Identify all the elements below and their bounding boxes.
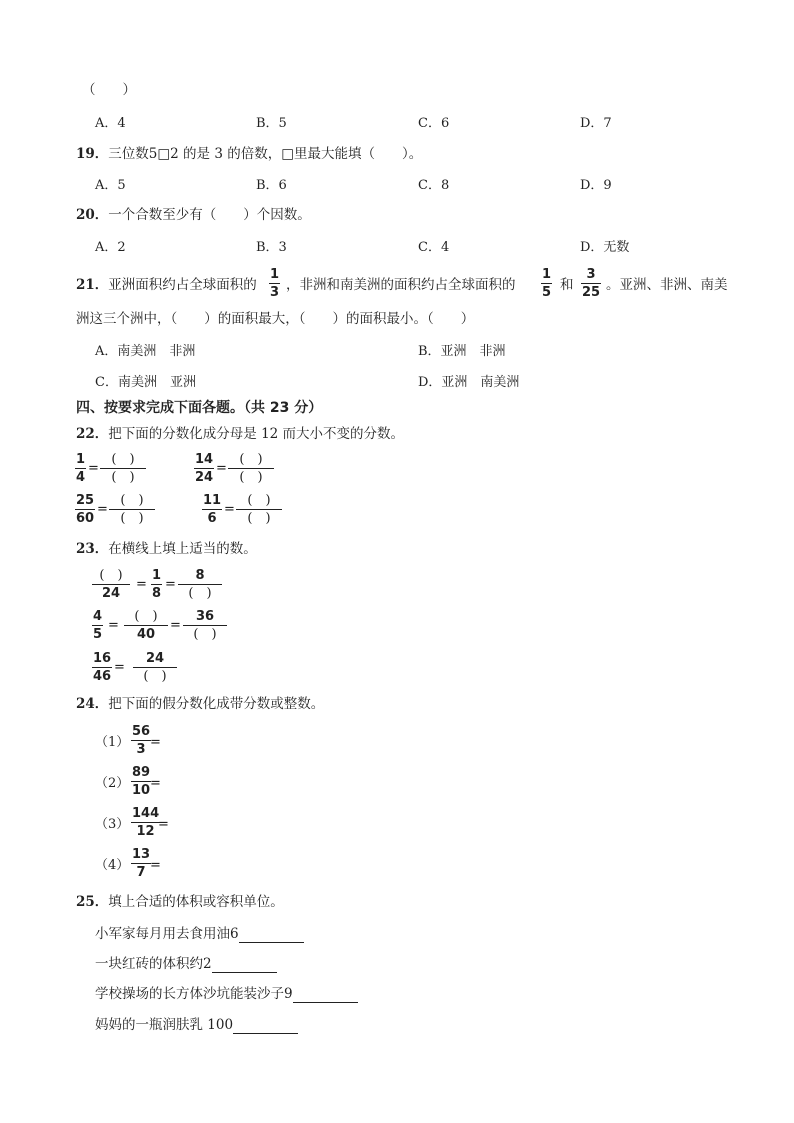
q19-number: 19． xyxy=(76,146,109,162)
q23-row1-blank-fraction[interactable] xyxy=(92,569,130,600)
q25-line-3-text: 学校操场的长方体沙坑能装沙子9 xyxy=(95,986,293,1002)
q24-stem xyxy=(76,698,324,712)
equals-sign: = xyxy=(216,461,227,476)
equals-sign: = xyxy=(170,618,181,633)
q22-fraction-3 xyxy=(75,494,95,525)
answer-numerator[interactable]: ( ) xyxy=(134,609,158,624)
denominator: 5 xyxy=(542,285,552,300)
equals-sign: = xyxy=(150,776,161,791)
numerator: 3 xyxy=(586,267,596,282)
denominator: 6 xyxy=(202,509,222,525)
answer-denominator[interactable]: ( ) xyxy=(236,509,282,525)
q21-fraction-1 xyxy=(269,268,280,299)
q25-line-3 xyxy=(95,988,358,1003)
q25-answer-blank-4[interactable] xyxy=(233,1019,298,1034)
numerator: 16 xyxy=(93,651,112,666)
q24-fraction-2 xyxy=(131,766,151,797)
denominator: 5 xyxy=(93,627,103,642)
q21-stem-line2: 洲这三个洲中，（ ）的面积最大，（ ）的面积最小。（ ） xyxy=(76,311,475,327)
q24-fraction-1 xyxy=(131,725,151,756)
q21-fraction-2 xyxy=(541,268,552,299)
denominator: 3 xyxy=(270,285,280,300)
q25-text: 填上合适的体积或容积单位。 xyxy=(108,894,284,910)
q25-stem xyxy=(76,896,284,910)
numerator: 1 xyxy=(76,452,86,467)
q24-item-label-4: （4） xyxy=(95,858,130,873)
denominator: 24 xyxy=(195,470,214,485)
numerator: 36 xyxy=(195,609,215,624)
answer-denominator[interactable]: ( ) xyxy=(228,468,274,484)
equals-sign: = xyxy=(158,817,169,832)
q22-answer-4[interactable] xyxy=(236,494,282,525)
numerator: 1 xyxy=(542,267,552,282)
q23-row3-target-fraction[interactable] xyxy=(133,652,177,683)
equals-sign: = xyxy=(150,735,161,750)
q18-option-b[interactable]: B．5 xyxy=(256,116,287,131)
denominator: 10 xyxy=(132,783,151,798)
denominator: 40 xyxy=(124,625,168,641)
equals-sign: = xyxy=(136,577,147,592)
equals-sign: = xyxy=(108,618,119,633)
q22-answer-2[interactable] xyxy=(228,453,274,484)
numerator: 1 xyxy=(152,568,162,583)
q22-fraction-1 xyxy=(75,453,86,484)
numerator: 4 xyxy=(93,609,103,624)
q21-stem-line1 xyxy=(76,279,257,293)
q20-text: 一个合数至少有（ ）个因数。 xyxy=(108,207,311,223)
q25-answer-blank-2[interactable] xyxy=(212,958,277,973)
equals-sign: = xyxy=(224,502,235,517)
q19-stem xyxy=(76,148,422,162)
answer-numerator[interactable]: ( ) xyxy=(99,568,123,583)
q18-option-a[interactable]: A．4 xyxy=(95,116,126,131)
q23-text: 在横线上填上适当的数。 xyxy=(108,541,257,557)
numerator: 56 xyxy=(132,724,151,739)
q25-line-1 xyxy=(95,928,304,943)
equals-sign: = xyxy=(88,461,99,476)
answer-numerator[interactable]: ( ) xyxy=(111,452,135,467)
q24-fraction-4 xyxy=(131,848,151,879)
denominator: 7 xyxy=(131,863,151,879)
q25-answer-blank-3[interactable] xyxy=(293,988,358,1003)
numerator: 1 xyxy=(270,267,280,282)
q23-row3-fraction xyxy=(92,652,112,683)
q25-line-1-text: 小军家每月用去食用油6 xyxy=(95,926,239,942)
q21-text-a: 亚洲面积约占全球面积的 xyxy=(108,277,257,293)
q22-number: 22． xyxy=(76,426,109,442)
q18-option-d[interactable]: D．7 xyxy=(580,116,612,131)
q22-text: 把下面的分数化成分母是 12 而大小不变的分数。 xyxy=(108,426,405,442)
q21-option-a[interactable]: A．南美洲 非洲 xyxy=(95,344,196,359)
q22-fraction-4 xyxy=(202,494,222,525)
q22-answer-3[interactable] xyxy=(109,494,155,525)
denominator: 24 xyxy=(92,584,130,600)
numerator: 144 xyxy=(132,806,160,821)
q19-text: 三位数5□2 的是 3 的倍数，□里最大能填（ ）。 xyxy=(108,146,423,162)
numerator: 11 xyxy=(203,493,222,508)
denominator: 3 xyxy=(131,740,151,756)
denominator: 4 xyxy=(76,470,86,485)
section-heading: 四、按要求完成下面各题。（共 23 分） xyxy=(76,400,323,416)
q23-row2-blank-fraction[interactable] xyxy=(124,610,168,641)
q25-line-2-text: 一块红砖的体积约2 xyxy=(95,956,212,972)
equals-sign: = xyxy=(165,577,176,592)
answer-denominator[interactable]: ( ) xyxy=(178,584,222,600)
numerator: 14 xyxy=(195,452,214,467)
answer-denominator[interactable]: ( ) xyxy=(183,625,227,641)
q20-option-a[interactable]: A．2 xyxy=(95,240,126,255)
numerator: 24 xyxy=(145,651,165,666)
q23-number: 23． xyxy=(76,541,109,557)
q21-number: 21． xyxy=(76,277,109,293)
q19-option-d[interactable]: D．9 xyxy=(580,178,612,193)
q21-option-b[interactable]: B．亚洲 非洲 xyxy=(418,344,506,359)
q19-option-c[interactable]: C．8 xyxy=(418,178,450,193)
q18-answer-paren: （ ） xyxy=(82,82,136,98)
numerator: 89 xyxy=(132,765,151,780)
equals-sign: = xyxy=(97,502,108,517)
q20-stem xyxy=(76,209,311,223)
q18-option-c[interactable]: C．6 xyxy=(418,116,450,131)
q21-option-d[interactable]: D．亚洲 南美洲 xyxy=(418,375,520,390)
answer-denominator[interactable]: ( ) xyxy=(100,468,146,484)
answer-numerator[interactable]: ( ) xyxy=(239,452,263,467)
q23-row1-fraction xyxy=(151,569,162,600)
q22-stem xyxy=(76,428,404,442)
q21-text-c: 和 xyxy=(560,277,574,293)
denominator: 12 xyxy=(131,822,160,838)
q21-text-d: 。亚洲、非洲、南美 xyxy=(606,277,728,293)
denominator: 8 xyxy=(152,586,162,601)
q21-fraction-3 xyxy=(581,268,601,299)
q20-option-b[interactable]: B．3 xyxy=(256,240,287,255)
q24-text: 把下面的假分数化成带分数或整数。 xyxy=(108,696,325,712)
q25-line-2 xyxy=(95,958,277,973)
q20-option-d[interactable]: D．无数 xyxy=(580,240,630,255)
q25-answer-blank-1[interactable] xyxy=(239,928,304,943)
q21-text-b: ，非洲和南美洲的面积约占全球面积的 xyxy=(286,277,516,293)
q22-fraction-2 xyxy=(194,453,214,484)
equals-sign: = xyxy=(150,858,161,873)
q19-option-a[interactable]: A．5 xyxy=(95,178,126,193)
q23-row2-fraction xyxy=(92,610,103,641)
q20-number: 20． xyxy=(76,207,109,223)
equals-sign: = xyxy=(114,660,125,675)
q25-line-4-text: 妈妈的一瓶润肤乳 100 xyxy=(95,1017,234,1033)
q21-option-c[interactable]: C．南美洲 亚洲 xyxy=(95,375,196,390)
q24-item-label-1: （1） xyxy=(95,735,130,750)
numerator: 13 xyxy=(132,847,151,862)
q25-number: 25． xyxy=(76,894,109,910)
q24-item-label-2: （2） xyxy=(95,776,130,791)
denominator: 25 xyxy=(582,285,601,300)
q19-option-b[interactable]: B．6 xyxy=(256,178,287,193)
numerator: 8 xyxy=(195,568,205,583)
q24-item-label-3: （3） xyxy=(95,817,130,832)
q23-row2-target-fraction[interactable] xyxy=(183,610,227,641)
answer-numerator[interactable]: ( ) xyxy=(247,493,271,508)
q25-line-4 xyxy=(95,1019,298,1034)
q20-option-c[interactable]: C．4 xyxy=(418,240,450,255)
denominator: 60 xyxy=(76,511,95,526)
denominator: 46 xyxy=(93,669,112,684)
q24-number: 24． xyxy=(76,696,109,712)
q23-stem xyxy=(76,543,257,557)
q22-answer-1[interactable] xyxy=(100,453,146,484)
answer-denominator[interactable]: ( ) xyxy=(133,667,177,683)
answer-numerator[interactable]: ( ) xyxy=(120,493,144,508)
q24-fraction-3 xyxy=(131,807,160,838)
numerator: 25 xyxy=(76,493,95,508)
answer-denominator[interactable]: ( ) xyxy=(109,509,155,525)
q23-row1-target-fraction[interactable] xyxy=(178,569,222,600)
